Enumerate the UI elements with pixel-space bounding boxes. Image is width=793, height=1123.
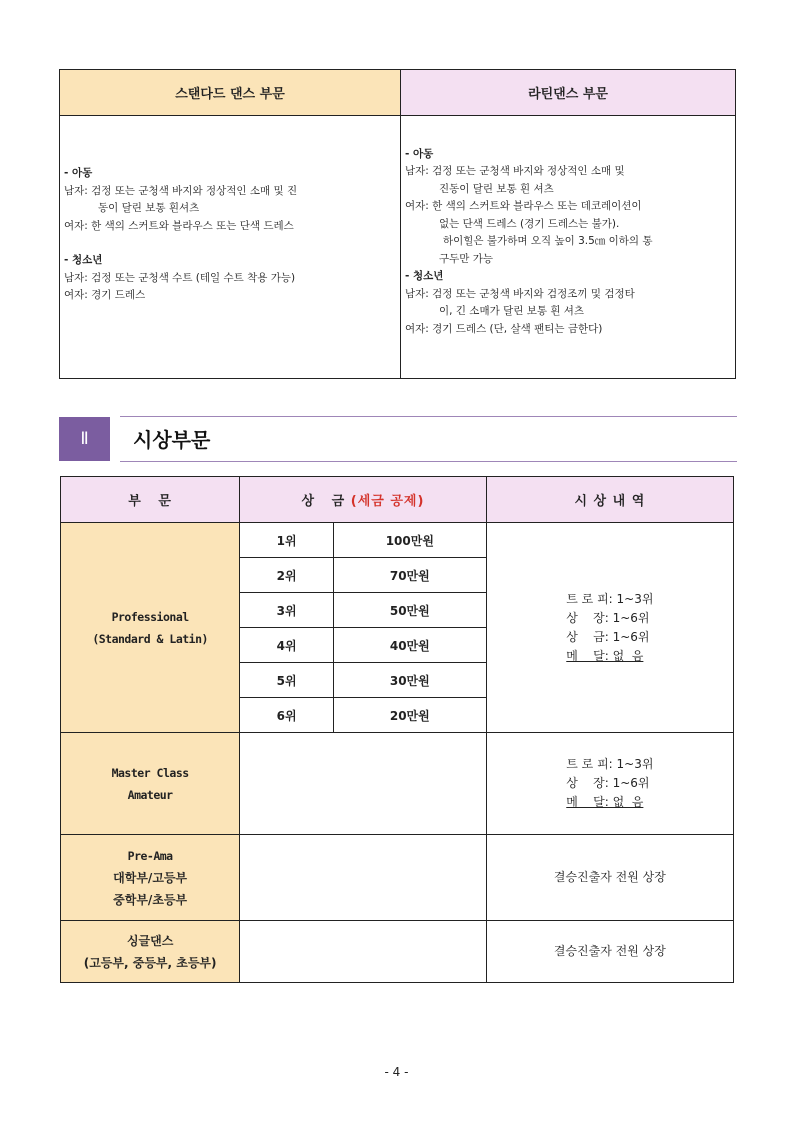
- dress-code-table: [59, 69, 736, 379]
- latin-youth-line: 이, 긴 소매가 달린 보통 흰 셔츠: [439, 305, 585, 318]
- rank-cell: 2위: [240, 558, 334, 593]
- rank-cell: 3위: [240, 593, 334, 628]
- section-title: 시상부문: [133, 428, 211, 452]
- professional-category: Professional (Standard & Latin): [61, 523, 240, 733]
- amount-cell: 50만원: [333, 593, 486, 628]
- single-prize-empty: [240, 921, 486, 983]
- amount-cell: 40만원: [333, 628, 486, 663]
- master-awards: 트 로 피: 1~3위 상 장: 1~6위 메 달: 없 음: [486, 733, 733, 835]
- standard-header: 스탠다드 댄스 부문: [60, 70, 401, 116]
- professional-awards: 트 로 피: 1~3위 상 장: 1~6위 상 금: 1~6위 메 달: 없 음: [486, 523, 733, 733]
- standard-child-line: 남자: 검정 또는 군청색 바지와 정상적인 소매 및 진: [64, 184, 298, 197]
- latin-youth-title: - 청소년: [405, 270, 444, 283]
- preama-prize-empty: [240, 835, 486, 921]
- section-rule-bottom: [120, 461, 737, 462]
- latin-header: 라틴댄스 부문: [401, 70, 736, 116]
- single-category: 싱글댄스 (고등부, 중등부, 초등부): [61, 921, 240, 983]
- prize-header: 상 금 (세금 공제): [240, 477, 486, 523]
- latin-dress-cell: [401, 116, 736, 379]
- latin-youth-line: 남자: 검정 또는 군청색 바지와 검정조끼 및 검정타: [405, 287, 635, 300]
- standard-dress-cell: [60, 116, 401, 379]
- rank-cell: 4위: [240, 628, 334, 663]
- preama-awards: 결승진출자 전원 상장: [486, 835, 733, 921]
- category-header: 부 문: [61, 477, 240, 523]
- standard-youth-title: - 청소년: [64, 254, 103, 267]
- latin-child-line: 여자: 한 색의 스커트와 블라우스 또는 데코레이션이: [405, 200, 642, 213]
- amount-cell: 20만원: [333, 698, 486, 733]
- standard-youth-line: 여자: 경기 드레스: [64, 289, 146, 302]
- tax-note: (세금 공제): [350, 494, 425, 509]
- rank-cell: 1위: [240, 523, 334, 558]
- latin-child-line: 구두만 가능: [439, 252, 494, 265]
- rank-cell: 6위: [240, 698, 334, 733]
- amount-cell: 100만원: [333, 523, 486, 558]
- latin-child-line: 없는 단색 드레스 (경기 드레스는 불가).: [439, 217, 620, 230]
- amount-cell: 70만원: [333, 558, 486, 593]
- standard-child-line: 여자: 한 색의 스커트와 블라우스 또는 단색 드레스: [64, 219, 294, 232]
- preama-category: Pre-Ama 대학부/고등부 중학부/초등부: [61, 835, 240, 921]
- standard-child-title: - 아동: [64, 167, 93, 180]
- master-prize-empty: [240, 733, 486, 835]
- latin-child-line: 진동이 달린 보통 흰 셔츠: [439, 182, 554, 195]
- master-category: Master Class Amateur: [61, 733, 240, 835]
- award-table: [60, 476, 734, 983]
- rank-cell: 5위: [240, 663, 334, 698]
- latin-child-title: - 아동: [405, 147, 434, 160]
- awards-header: 시 상 내 역: [486, 477, 733, 523]
- latin-youth-line: 여자: 경기 드레스 (단, 살색 팬티는 금한다): [405, 322, 603, 335]
- latin-child-line: 하이힐은 불가하며 오직 높이 3.5㎝ 이하의 통: [443, 235, 653, 248]
- standard-child-line: 동이 달린 보통 흰셔츠: [98, 202, 200, 215]
- single-awards: 결승진출자 전원 상장: [486, 921, 733, 983]
- amount-cell: 30만원: [333, 663, 486, 698]
- standard-youth-line: 남자: 검정 또는 군청색 수트 (테일 수트 착용 가능): [64, 271, 296, 284]
- latin-child-line: 남자: 검정 또는 군청색 바지와 정상적인 소매 및: [405, 165, 625, 178]
- section-number-badge: Ⅱ: [59, 417, 110, 461]
- page-number: - 4 -: [384, 1065, 409, 1079]
- section-rule-top: [120, 416, 737, 417]
